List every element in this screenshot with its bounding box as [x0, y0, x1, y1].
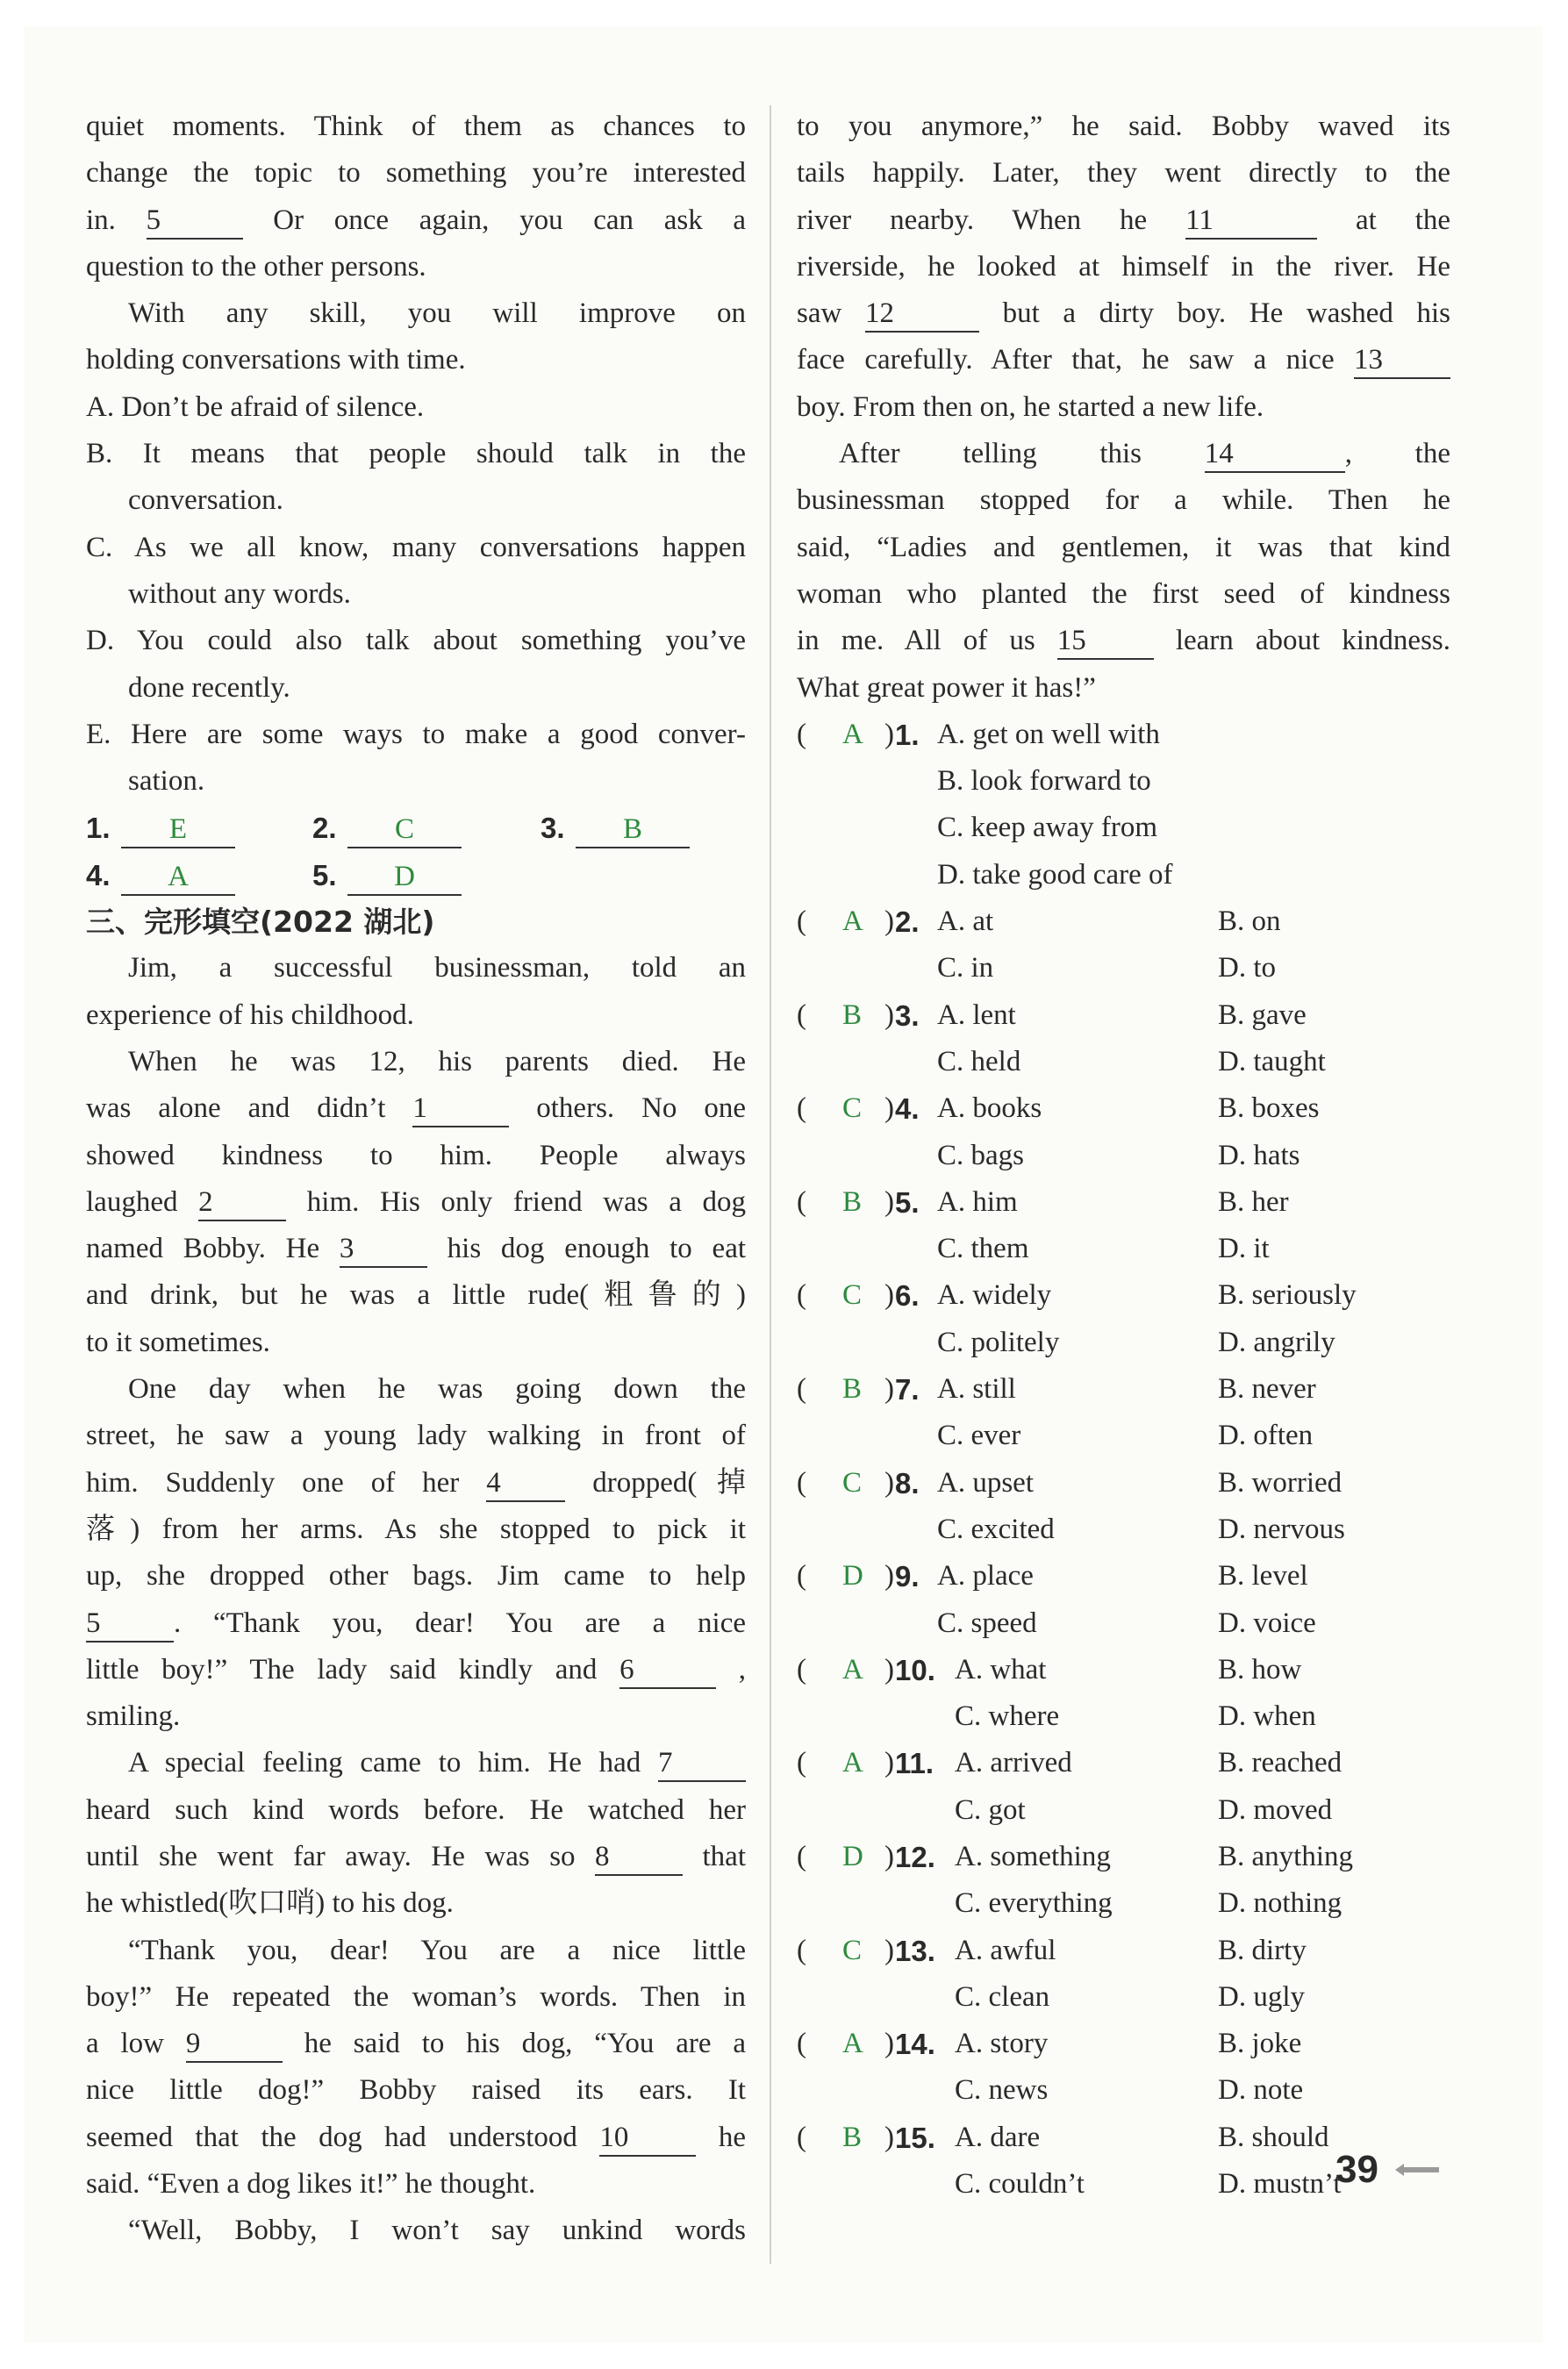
text: named Bobby. He: [86, 1233, 320, 1265]
question-row: [797, 1366, 1450, 1413]
text: at the: [1355, 204, 1451, 236]
question-row: [797, 1740, 1450, 1786]
answer-num: 3.: [541, 812, 565, 845]
paren-close: ): [884, 1466, 894, 1499]
text-line: [86, 1834, 746, 1880]
text: was alone and didn’t: [86, 1092, 386, 1125]
text: him. His only friend was a dog: [306, 1185, 747, 1218]
text-line: [86, 1740, 746, 1786]
option-b: B. gave: [1218, 998, 1307, 1031]
question-row: [797, 712, 1450, 758]
blank-7: 7: [658, 1745, 746, 1782]
option-c: C. ever: [937, 1420, 1021, 1452]
option-a: A. place: [937, 1560, 1034, 1592]
text: dropped(掉: [592, 1466, 747, 1499]
text: , the: [1344, 438, 1450, 470]
blank-3: 3: [340, 1231, 427, 1268]
text: After telling this: [839, 438, 1142, 470]
option-d: D. note: [1218, 2074, 1304, 2107]
blank-5: 5: [147, 203, 243, 240]
option-b: B. seriously: [1218, 1279, 1357, 1312]
paren-open: (: [797, 905, 806, 938]
question-row: [797, 1179, 1450, 1226]
text: but a dirty boy. He washed his: [1002, 297, 1450, 330]
blank-8: 8: [595, 1839, 683, 1876]
question-answer: A: [842, 2028, 863, 2060]
option-a: A. story: [955, 2028, 1049, 2060]
paren-open: (: [797, 1840, 806, 1872]
text-line: With any skill, you will improve on: [128, 297, 746, 330]
option-d: D. take good care of: [937, 858, 1173, 891]
question-answer: B: [842, 2121, 863, 2153]
question-num: 7.: [895, 1373, 920, 1406]
option-c: C. where: [955, 1700, 1060, 1733]
paren-close: ): [884, 1747, 894, 1779]
option-a: A. lent: [937, 998, 1016, 1031]
question-answer: A: [842, 718, 863, 750]
text-line: 落) from her arms. As she stopped to pick it: [86, 1513, 746, 1545]
text-line: to it sometimes.: [86, 1326, 270, 1358]
option-a: A. still: [937, 1373, 1016, 1406]
paren-open: (: [797, 2121, 806, 2153]
question-num: 1.: [895, 718, 920, 751]
left-column: [86, 104, 746, 2255]
option-b: B. It means that people should talk in the: [86, 438, 746, 470]
text-line: “Thank you, dear! You are a nice little: [128, 1934, 746, 1966]
paren-open: (: [797, 1934, 806, 1966]
question-row: [797, 2021, 1450, 2067]
option-a: A. what: [955, 1653, 1047, 1685]
text-line: question to the other persons.: [86, 250, 426, 283]
option-b: B. how: [1218, 1653, 1302, 1685]
paren-open: (: [797, 998, 806, 1031]
option-c: C. in: [937, 952, 994, 984]
question-answer: D: [842, 1560, 863, 1592]
text-line: [86, 2115, 746, 2161]
section-title: 三、完形填空(2022 湖北): [86, 905, 435, 940]
question-row: [797, 1600, 1450, 1647]
question-row: [797, 1553, 1450, 1600]
option-c: C. news: [955, 2074, 1049, 2107]
answer-row: [86, 805, 746, 851]
question-row: [797, 1320, 1450, 1366]
option-d: D. voice: [1218, 1607, 1316, 1639]
option-a: A. awful: [955, 1934, 1056, 1966]
blank-5: 5: [86, 1606, 174, 1643]
option-a: A. arrived: [955, 1747, 1072, 1779]
option-d: D. taught: [1218, 1045, 1326, 1077]
paren-close: ): [884, 1840, 894, 1872]
text-line: [86, 1085, 746, 1132]
blank-9: 9: [186, 2026, 283, 2063]
paren-open: (: [797, 1279, 806, 1312]
answer-num: 1.: [86, 812, 111, 845]
answer-value: A: [121, 859, 235, 896]
option-c: C. them: [937, 1233, 1029, 1265]
option-a: A. him: [937, 1185, 1018, 1218]
page-number: 39: [1335, 2148, 1378, 2191]
text-line: When he was 12, his parents died. He: [128, 1045, 746, 1077]
paren-close: ): [884, 1185, 894, 1218]
question-num: 13.: [895, 1934, 935, 1967]
text-line: tails happily. Later, they went directly to the: [797, 157, 1450, 190]
option-b: B. look forward to: [937, 765, 1151, 798]
paren-close: ): [884, 998, 894, 1031]
text-line: and drink, but he was a little rude(粗鲁的): [86, 1279, 746, 1312]
text-line: Jim, a successful businessman, told an: [128, 952, 746, 984]
question-answer: C: [842, 1934, 863, 1966]
question-row: [797, 1460, 1450, 1507]
text-line: up, she dropped other bags. Jim came to help: [86, 1560, 746, 1592]
question-row: [797, 758, 1450, 805]
blank-14: 14: [1205, 436, 1345, 473]
question-row: [797, 1133, 1450, 1179]
blank-2: 2: [198, 1184, 286, 1221]
question-list: [797, 898, 1450, 2208]
text-line: [86, 1179, 746, 1226]
option-c: C. bags: [937, 1139, 1024, 1171]
question-row: [797, 1413, 1450, 1459]
question-answer: A: [842, 905, 863, 938]
text-line: change the topic to something you’re interested: [86, 157, 746, 190]
option-c-cont: without any words.: [128, 577, 351, 610]
paren-close: ): [884, 1934, 894, 1966]
answer-value: B: [576, 812, 690, 848]
text-line: “Well, Bobby, I won’t say unkind words: [128, 2215, 746, 2247]
option-a: A. upset: [937, 1466, 1034, 1499]
option-b: B. her: [1218, 1185, 1289, 1218]
option-a: A. Don’t be afraid of silence.: [86, 390, 425, 423]
question-row: [797, 1974, 1450, 2021]
text-line: quiet moments. Think of them as chances to: [86, 111, 746, 142]
text-line: What great power it has!”: [797, 671, 1096, 704]
option-d: D. to: [1218, 952, 1276, 984]
text: little boy!” The lady said kindly and: [86, 1653, 598, 1685]
text-line: [797, 197, 1450, 244]
text: learn about kindness.: [1175, 625, 1450, 657]
option-c: C. keep away from: [937, 812, 1158, 844]
text-line: said, “Ladies and gentlemen, it was that kind: [797, 531, 1450, 563]
text: seemed that the dog had understood: [86, 2121, 577, 2153]
question-num: 8.: [895, 1466, 920, 1499]
text: ,: [738, 1653, 747, 1685]
option-b: B. worried: [1218, 1466, 1342, 1499]
answer-value: C: [347, 812, 462, 848]
text-line: [797, 337, 1450, 383]
paren-close: ): [884, 2028, 894, 2060]
text-line: [86, 1600, 746, 1647]
option-a: A. get on well with: [937, 718, 1160, 750]
text: in me. All of us: [797, 625, 1035, 657]
question-num: 5.: [895, 1185, 920, 1219]
text-line: showed kindness to him. People always: [86, 1139, 746, 1171]
paren-open: (: [797, 1373, 806, 1406]
option-a: A. at: [937, 905, 994, 938]
answer-value: E: [121, 812, 235, 848]
text-line: boy. From then on, he started a new life.: [797, 390, 1264, 423]
option-e-cont: sation.: [128, 765, 205, 798]
question-answer: B: [842, 1185, 863, 1218]
question-row: [797, 1880, 1450, 1927]
option-e: E. Here are some ways to make a good conver-: [86, 718, 746, 750]
option-d: D. angrily: [1218, 1326, 1335, 1358]
blank-15: 15: [1057, 623, 1154, 660]
paren-close: ): [884, 905, 894, 938]
question-answer: B: [842, 998, 863, 1031]
question-row: [797, 1693, 1450, 1740]
option-c: C. As we all know, many conversations happen: [86, 531, 746, 563]
option-b: B. on: [1218, 905, 1281, 938]
question-num: 6.: [895, 1279, 920, 1313]
text-line: [797, 290, 1450, 337]
paren-close: ): [884, 718, 894, 750]
answer-value: D: [347, 859, 462, 896]
text: his dog enough to eat: [447, 1233, 747, 1265]
option-a: A. books: [937, 1092, 1042, 1125]
option-d-cont: done recently.: [128, 671, 290, 704]
option-b: B. never: [1218, 1373, 1316, 1406]
option-c: C. excited: [937, 1513, 1055, 1545]
option-d: D. often: [1218, 1420, 1314, 1452]
text: him. Suddenly one of her: [86, 1466, 460, 1499]
question-row: [797, 1647, 1450, 1693]
option-b: B. joke: [1218, 2028, 1302, 2060]
option-d: D. ugly: [1218, 1980, 1305, 2013]
option-c: C. held: [937, 1045, 1021, 1077]
text: a low: [86, 2028, 164, 2060]
question-row: [797, 1928, 1450, 1974]
arrow-left-icon: [1395, 2164, 1439, 2176]
text: face carefully. After that, he saw a nice: [797, 344, 1335, 376]
question-answer: A: [842, 1747, 863, 1779]
text-line: heard such kind words before. He watched her: [86, 1793, 746, 1826]
option-d: D. it: [1218, 1233, 1270, 1265]
question-row: [797, 1272, 1450, 1319]
text: A special feeling came to him. He had: [128, 1747, 641, 1779]
text-line: woman who planted the first seed of kindness: [797, 577, 1450, 610]
text-line: [797, 431, 1450, 477]
text: he said to his dog, “You are a: [304, 2028, 747, 2060]
paren-close: ): [884, 1373, 894, 1406]
option-d: D. You could also talk about something you’ve: [86, 625, 746, 657]
text: saw: [797, 297, 842, 330]
paren-open: (: [797, 1466, 806, 1499]
text-line: [86, 1647, 746, 1693]
text-line: [797, 618, 1450, 664]
question-num: 2.: [895, 905, 920, 939]
blank-11: 11: [1185, 203, 1317, 240]
question-num: 11.: [895, 1747, 934, 1780]
text-line: businessman stopped for a while. Then he: [797, 484, 1450, 517]
answer-row: [86, 852, 746, 898]
question-num: 9.: [895, 1560, 920, 1593]
text-line: street, he saw a young lady walking in front of: [86, 1420, 746, 1452]
paren-close: ): [884, 1092, 894, 1125]
option-a: A. something: [955, 1840, 1111, 1872]
paren-close: ): [884, 1653, 894, 1685]
question-row: [797, 1085, 1450, 1132]
option-b: B. level: [1218, 1560, 1308, 1592]
question-answer: C: [842, 1466, 863, 1499]
option-b-cont: conversation.: [128, 484, 283, 517]
text-line: said. “Even a dog likes it!” he thought.: [86, 2168, 536, 2201]
question-row: [797, 1226, 1450, 1272]
text: in.: [86, 204, 116, 236]
text-line: experience of his childhood.: [86, 998, 414, 1031]
option-c: C. everything: [955, 1887, 1113, 1920]
question-row: [797, 852, 1450, 898]
text: river nearby. When he: [797, 204, 1148, 236]
text-line: smiling.: [86, 1700, 181, 1733]
option-b: B. should: [1218, 2121, 1329, 2153]
paren-close: ): [884, 1279, 894, 1312]
question-row: [797, 945, 1450, 991]
question-answer: A: [842, 1653, 863, 1685]
option-d: D. nothing: [1218, 1887, 1342, 1920]
question-row: [797, 2067, 1450, 2114]
question-num: 14.: [895, 2028, 935, 2061]
text: others. No one: [536, 1092, 746, 1125]
question-row: [797, 1834, 1450, 1880]
text-line: nice little dog!” Bobby raised its ears. It: [86, 2074, 746, 2107]
option-b: B. boxes: [1218, 1092, 1320, 1125]
paren-open: (: [797, 1560, 806, 1592]
text-line: to you anymore,” he said. Bobby waved its: [797, 111, 1450, 142]
option-a: A. dare: [955, 2121, 1041, 2153]
question-row: [797, 898, 1450, 945]
question-num: 15.: [895, 2121, 935, 2154]
paren-close: ): [884, 1560, 894, 1592]
text: until she went far away. He was so: [86, 1840, 576, 1872]
question-row: [797, 1787, 1450, 1834]
paren-open: (: [797, 1185, 806, 1218]
paren-open: (: [797, 718, 806, 750]
question-row: [797, 1039, 1450, 1085]
blank-4: 4: [486, 1465, 565, 1502]
text: that: [702, 1840, 746, 1872]
option-c: C. politely: [937, 1326, 1060, 1358]
text: laughed: [86, 1185, 178, 1218]
question-num: 3.: [895, 998, 920, 1032]
paren-open: (: [797, 2028, 806, 2060]
text-line: [86, 197, 746, 244]
option-a: A. widely: [937, 1279, 1052, 1312]
text: Or once again, you can ask a: [273, 204, 747, 236]
question-row: [797, 1507, 1450, 1553]
text-line: boy!” He repeated the woman’s words. Then in: [86, 1980, 746, 2013]
question-num: 10.: [895, 1653, 935, 1686]
blank-6: 6: [619, 1652, 716, 1689]
column-divider: [770, 105, 771, 2264]
text-line: he whistled(吹口哨) to his dog.: [86, 1887, 454, 1920]
text-line: [86, 2021, 746, 2067]
question-num: 12.: [895, 1840, 935, 1873]
option-c: C. speed: [937, 1607, 1037, 1639]
option-d: D. hats: [1218, 1139, 1300, 1171]
option-d: D. when: [1218, 1700, 1316, 1733]
text: . “Thank you, dear! You are a nice: [174, 1607, 746, 1639]
option-c: C. couldn’t: [955, 2168, 1085, 2201]
option-c: C. got: [955, 1793, 1026, 1826]
text-line: holding conversations with time.: [86, 344, 466, 376]
option-b: B. reached: [1218, 1747, 1342, 1779]
question-answer: C: [842, 1279, 863, 1312]
option-c: C. clean: [955, 1980, 1050, 2013]
question-num: 4.: [895, 1092, 920, 1126]
text-line: One day when he was going down the: [128, 1373, 746, 1406]
right-column: [797, 104, 1450, 2208]
option-d: D. moved: [1218, 1793, 1333, 1826]
text-line: [86, 1226, 746, 1272]
blank-12: 12: [865, 296, 979, 333]
paren-open: (: [797, 1653, 806, 1685]
option-b: B. dirty: [1218, 1934, 1307, 1966]
question-row: [797, 805, 1450, 851]
option-d: D. mustn’t: [1218, 2168, 1342, 2201]
answer-num: 4.: [86, 858, 111, 891]
option-d: D. nervous: [1218, 1513, 1345, 1545]
text-line: riverside, he looked at himself in the river. He: [797, 250, 1450, 283]
question-answer: B: [842, 1373, 863, 1406]
option-b: B. anything: [1218, 1840, 1353, 1872]
question-row: [797, 992, 1450, 1039]
blank-1: 1: [412, 1091, 509, 1127]
text-line: [86, 1460, 746, 1507]
blank-13: 13: [1354, 342, 1450, 379]
answer-num: 2.: [312, 812, 337, 845]
question-answer: C: [842, 1092, 863, 1125]
text: he: [718, 2121, 747, 2153]
blank-10: 10: [599, 2120, 696, 2157]
paren-close: ): [884, 2121, 894, 2153]
question-answer: D: [842, 1840, 863, 1872]
paren-open: (: [797, 1092, 806, 1125]
paren-open: (: [797, 1747, 806, 1779]
answer-num: 5.: [312, 858, 337, 891]
